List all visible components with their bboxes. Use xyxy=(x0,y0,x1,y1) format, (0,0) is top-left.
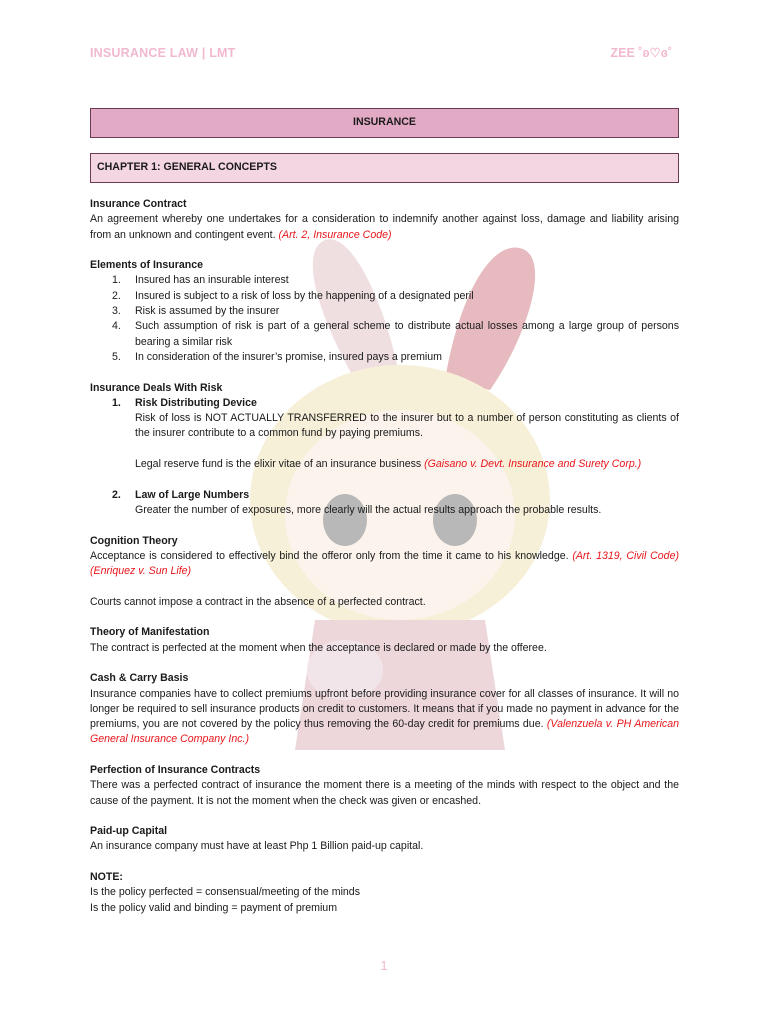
law-of-large-numbers-title: Law of Large Numbers xyxy=(135,488,250,501)
legal-reserve-paragraph: Legal reserve fund is the elixir vitae of an insurance business (Gaisano v. Devt. Insurance and Surety Corp.) xyxy=(135,458,642,471)
law-of-large-numbers-item: 2. Law of Large Numbers Greater the number of exposures, more clearly will the actual results approach the probable results. xyxy=(90,488,679,519)
page-number: 1 xyxy=(380,958,388,973)
section-heading-cash-carry: Cash & Carry Basis xyxy=(90,672,189,685)
cash-carry-citation: (Valenzuela v. PH American General Insurance Company Inc.) xyxy=(90,718,680,746)
section-heading-paid-up-capital: Paid-up Capital xyxy=(90,825,168,838)
document-title-banner xyxy=(90,108,679,138)
document-body xyxy=(90,197,679,916)
section-heading-cognition: Cognition Theory xyxy=(90,534,178,547)
list-item: 4. Such assumption of risk is part of a general scheme to distribute actual losses among a large group of persons bearing a similar risk xyxy=(112,320,679,348)
law-of-large-numbers-body: Greater the number of exposures, more clearly will the actual results approach the probable results. xyxy=(135,503,602,516)
running-header-left: INSURANCE LAW | LMT xyxy=(90,46,236,60)
cognition-note: Courts cannot impose a contract in the absence of a perfected contract. xyxy=(90,595,426,608)
cognition-citation: (Art. 1319, Civil Code) (Enriquez v. Sun Life) xyxy=(90,549,679,578)
risk-distributing-device-body: Risk of loss is NOT ACTUALLY TRANSFERRED to the insurer but to a number of person constituting as clients of the insurer contribute to a common fund by paying premiums. xyxy=(135,412,679,440)
insurance-contract-text: An agreement whereby one undertakes for a consideration to indemnify another against loss, damage and liability arising from an unknown and contingent event. xyxy=(90,213,679,241)
elements-list xyxy=(90,273,679,365)
list-item: 2. Insured is subject to a risk of loss by the happening of a designated peril xyxy=(112,289,474,302)
insurance-contract-paragraph xyxy=(90,212,679,243)
running-header-right: ZEE ˚ʚ♡ɞ˚ xyxy=(610,46,672,60)
cognition-paragraph: Acceptance is considered to effectively bind the offeror only from the time it came to his knowledge. (Art. 1319, Civil Code) (Enriquez v. Sun Life) xyxy=(90,549,679,578)
note-line-perfected: Is the policy perfected = consensual/meeting of the minds xyxy=(90,886,361,899)
risk-distributing-device-item: 1. Risk Distributing Device Risk of loss is NOT ACTUALLY TRANSFERRED to the insurer but to a number of person constituting as clients of the insurer contribute to a common fund by paying premiums. Legal reserve fund is the elixir vitae of an insurance business (Gaisano v. Devt. Insurance and Surety Corp.) xyxy=(90,396,679,472)
insurance-contract-citation: (Art. 2, Insurance Code) xyxy=(278,228,392,241)
risk-distributing-device-title: Risk Distributing Device xyxy=(135,396,257,409)
document-title: INSURANCE xyxy=(353,116,416,129)
cash-carry-paragraph: Insurance companies have to collect premiums upfront before providing insurance cover for all classes of insurance. It will no longer be required to sell insurance products on credit to customers. It means that if you made no payment in advance for the premiums, you are not covered by the policy thus removing the 60-day credit for premiums due. (Valenzuela v. PH American General Insurance Company Inc.) xyxy=(90,687,680,746)
chapter-title-banner xyxy=(90,153,679,183)
note-heading: NOTE: xyxy=(90,871,123,884)
legal-reserve-citation: (Gaisano v. Devt. Insurance and Surety Corp.) xyxy=(424,458,642,471)
paid-up-capital-paragraph: An insurance company must have at least Php 1 Billion paid-up capital. xyxy=(90,840,424,853)
list-item: 3. Risk is assumed by the insurer xyxy=(112,305,280,318)
perfection-paragraph: There was a perfected contract of insurance the moment there is a meeting of the minds with respect to the object and the cause of the payment. It is not the moment when the check was given or encashed. xyxy=(90,779,679,807)
section-heading-manifestation: Theory of Manifestation xyxy=(90,626,210,639)
list-item: 1. Insured has an insurable interest xyxy=(112,274,289,287)
list-item: 5. In consideration of the insurer’s promise, insured pays a premium xyxy=(112,350,442,363)
note-line-valid: Is the policy valid and binding = payment of premium xyxy=(90,901,338,914)
chapter-title: CHAPTER 1: GENERAL CONCEPTS xyxy=(97,161,277,174)
section-heading-risk: Insurance Deals With Risk xyxy=(90,381,223,394)
section-heading-insurance-contract: Insurance Contract xyxy=(90,198,187,210)
section-heading-perfection: Perfection of Insurance Contracts xyxy=(90,763,261,776)
section-heading-elements: Elements of Insurance xyxy=(90,259,204,272)
manifestation-paragraph: The contract is perfected at the moment when the acceptance is declared or made by the offeree. xyxy=(90,641,547,654)
